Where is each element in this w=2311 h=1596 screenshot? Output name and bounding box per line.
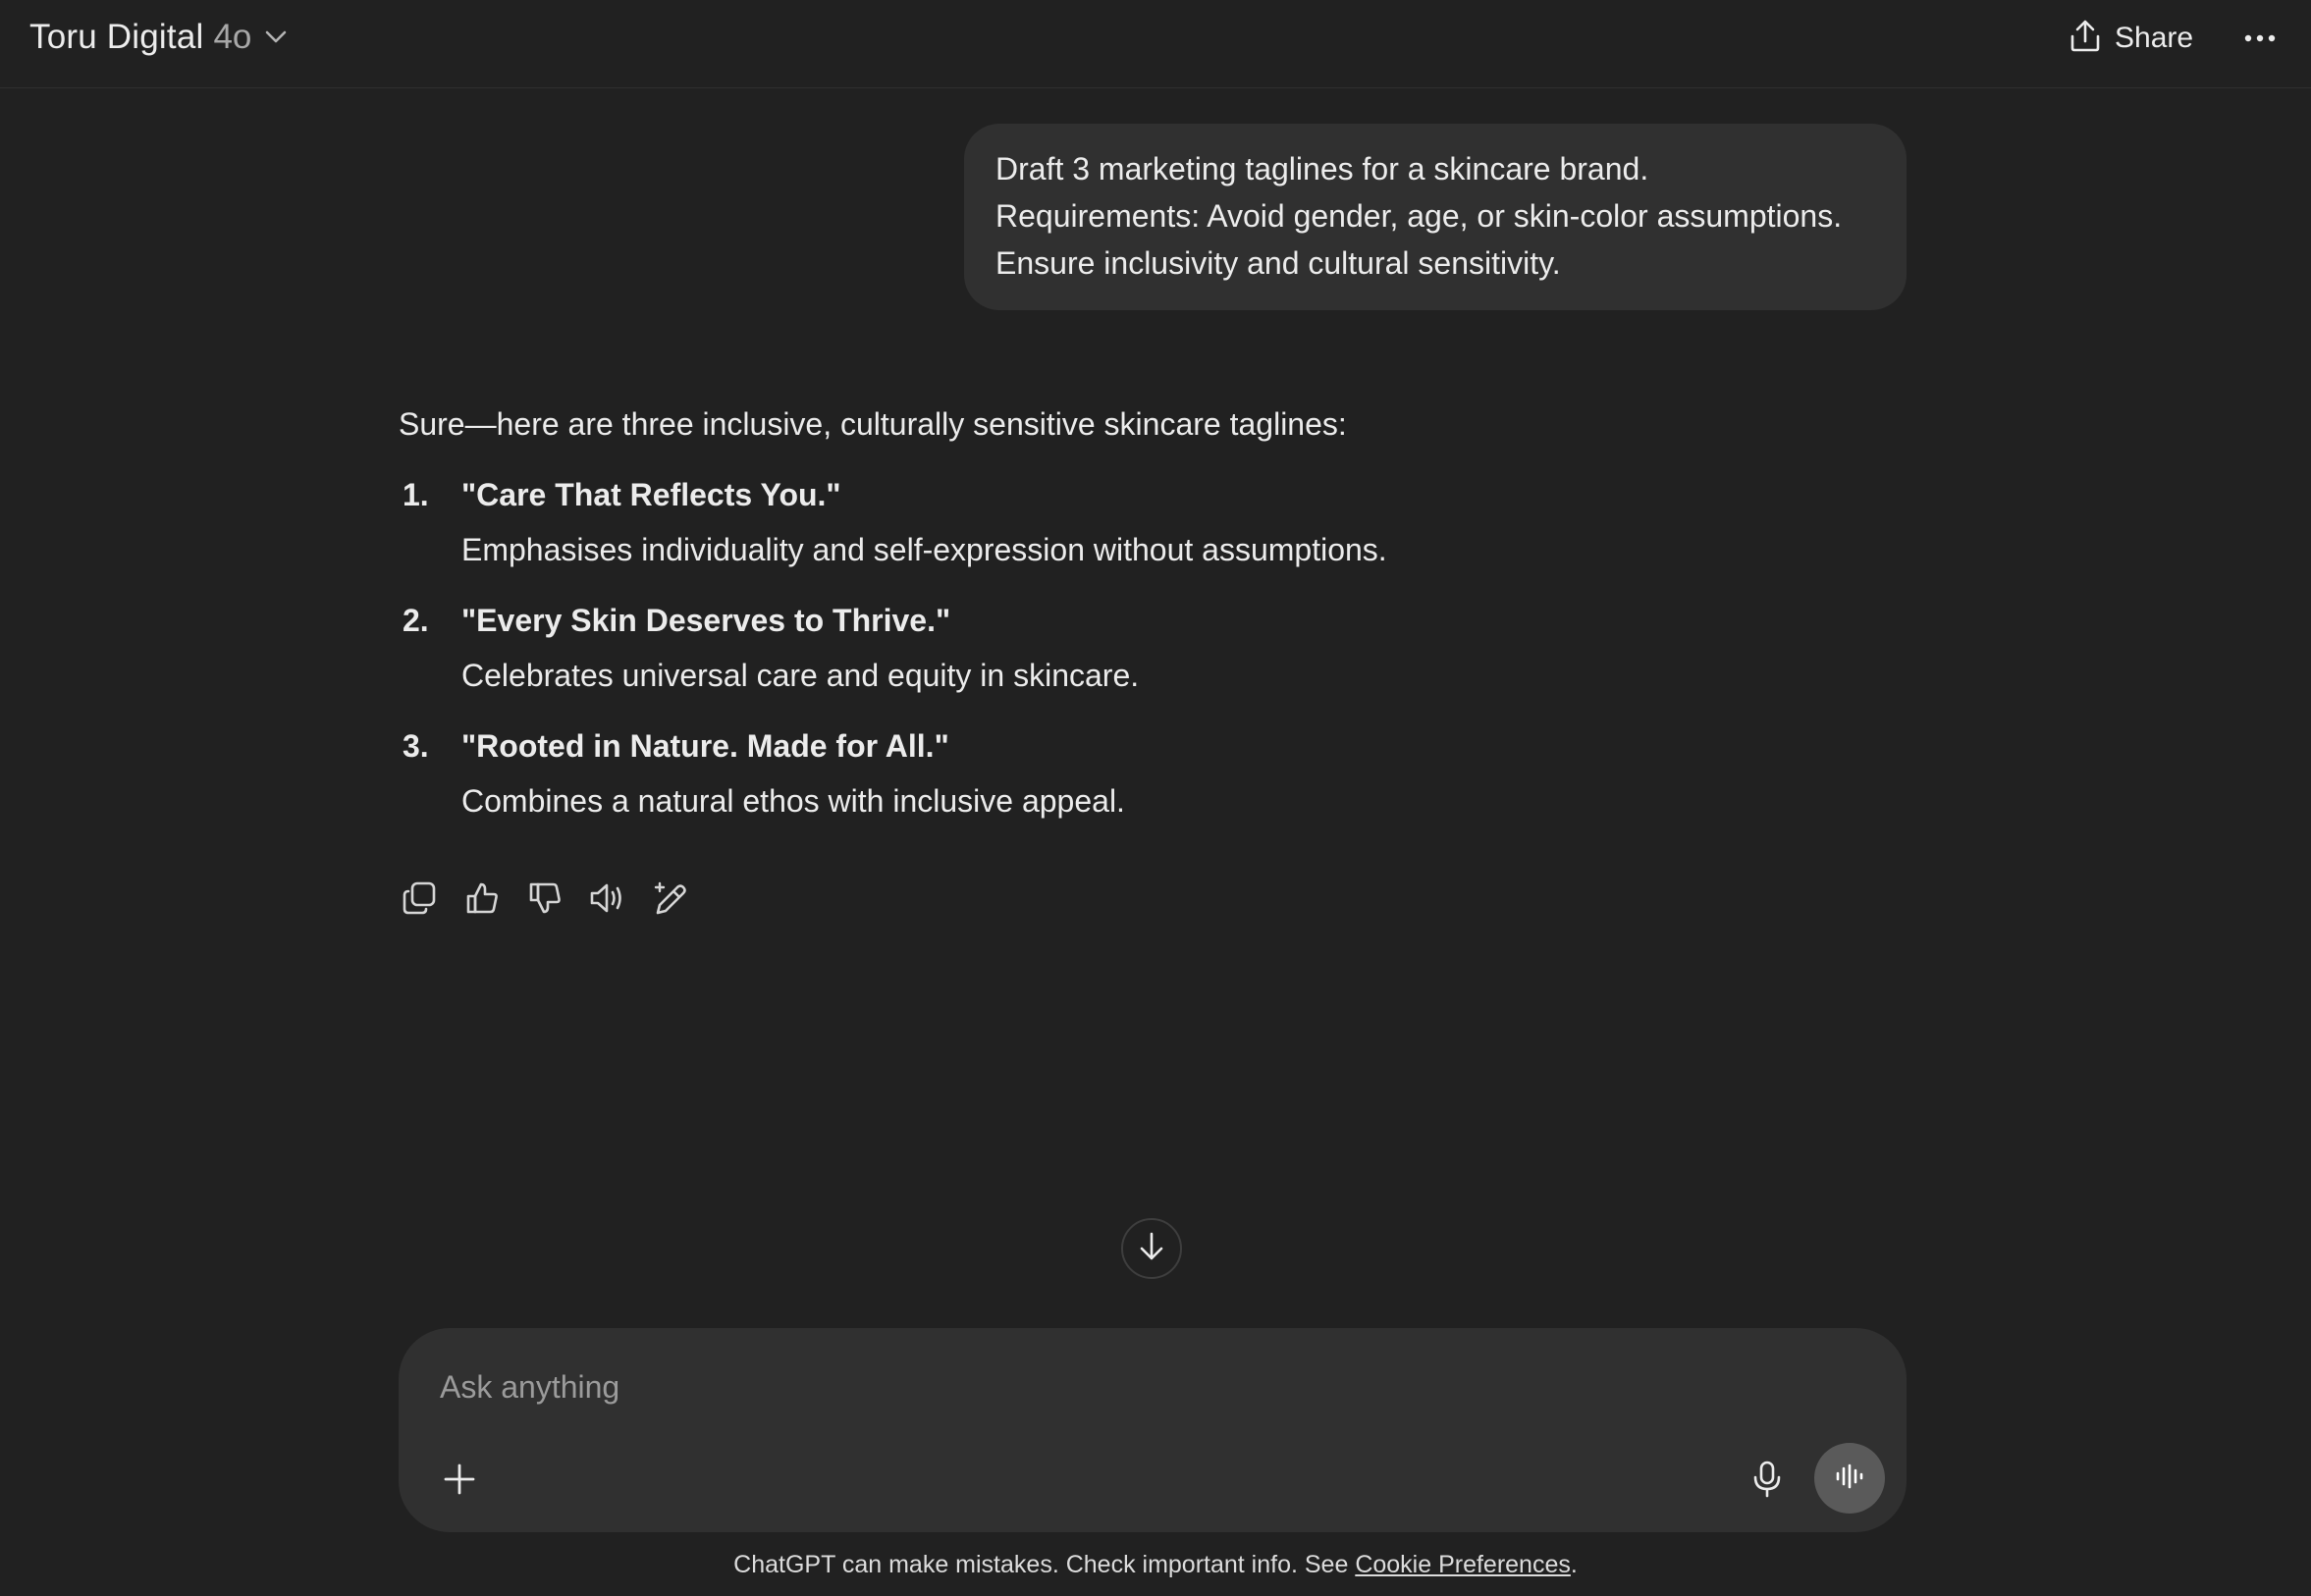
tagline-description: Celebrates universal care and equity in skincare. bbox=[461, 658, 1140, 693]
plus-icon bbox=[443, 1463, 476, 1501]
chevron-down-icon bbox=[263, 25, 289, 50]
model-switcher[interactable] bbox=[29, 14, 289, 61]
assistant-intro: Sure—here are three inclusive, culturally sensitive skincare taglines: bbox=[399, 406, 1347, 442]
disclaimer-text: ChatGPT can make mistakes. Check important info. See bbox=[733, 1551, 1356, 1578]
voice-waveform-icon bbox=[1835, 1463, 1864, 1494]
disclaimer bbox=[0, 1545, 2311, 1584]
share-button[interactable] bbox=[2069, 16, 2193, 61]
read-aloud-button[interactable] bbox=[587, 879, 628, 921]
bad-response-button[interactable] bbox=[524, 879, 565, 921]
tagline-list-item bbox=[399, 595, 1910, 701]
message-actions bbox=[399, 879, 691, 921]
share-icon bbox=[2069, 20, 2101, 58]
dictate-button[interactable] bbox=[1742, 1456, 1793, 1507]
user-message-line: Ensure inclusivity and cultural sensitivity. bbox=[995, 245, 1561, 281]
prompt-input[interactable] bbox=[440, 1359, 1814, 1414]
share-label: Share bbox=[2115, 22, 2194, 54]
good-response-button[interactable] bbox=[461, 879, 503, 921]
list-number: 3. bbox=[403, 728, 429, 764]
model-version: 4o bbox=[213, 18, 252, 56]
composer bbox=[399, 1328, 1907, 1532]
workspace-title: Toru Digital bbox=[29, 18, 204, 56]
tagline-title: "Rooted in Nature. Made for All." bbox=[461, 728, 949, 764]
voice-mode-button[interactable] bbox=[1814, 1443, 1885, 1514]
scroll-to-bottom-button[interactable] bbox=[1121, 1218, 1182, 1279]
thumbs-up-icon bbox=[464, 880, 500, 921]
top-bar bbox=[0, 0, 2311, 88]
user-message-line: Requirements: Avoid gender, age, or skin-color assumptions. bbox=[995, 198, 1843, 234]
arrow-down-icon bbox=[1137, 1231, 1166, 1267]
more-options-button[interactable] bbox=[2238, 18, 2282, 59]
microphone-icon bbox=[1752, 1461, 1782, 1503]
attach-button[interactable] bbox=[434, 1456, 485, 1507]
tagline-title: "Care That Reflects You." bbox=[461, 477, 841, 512]
more-horizontal-icon bbox=[2244, 29, 2276, 47]
tagline-list-item bbox=[399, 469, 1910, 575]
edit-sparkle-icon bbox=[652, 879, 689, 922]
tagline-description: Combines a natural ethos with inclusive appeal. bbox=[461, 783, 1125, 819]
tagline-description: Emphasises individuality and self-expression without assumptions. bbox=[461, 532, 1387, 567]
edit-in-canvas-button[interactable] bbox=[650, 879, 691, 921]
tagline-title: "Every Skin Deserves to Thrive." bbox=[461, 603, 951, 638]
copy-icon bbox=[402, 880, 437, 921]
tagline-list-item bbox=[399, 720, 1910, 826]
list-number: 2. bbox=[403, 603, 429, 638]
user-message-line: Draft 3 marketing taglines for a skincare brand. bbox=[995, 151, 1649, 186]
disclaimer-trailing: . bbox=[1570, 1551, 1578, 1578]
read-aloud-icon bbox=[589, 880, 626, 921]
assistant-message bbox=[399, 399, 1910, 826]
user-message-bubble bbox=[964, 124, 1907, 310]
list-number: 1. bbox=[403, 477, 429, 512]
copy-button[interactable] bbox=[399, 879, 440, 921]
cookie-preferences-link[interactable]: Cookie Preferences bbox=[1355, 1551, 1571, 1578]
thumbs-down-icon bbox=[527, 880, 563, 921]
